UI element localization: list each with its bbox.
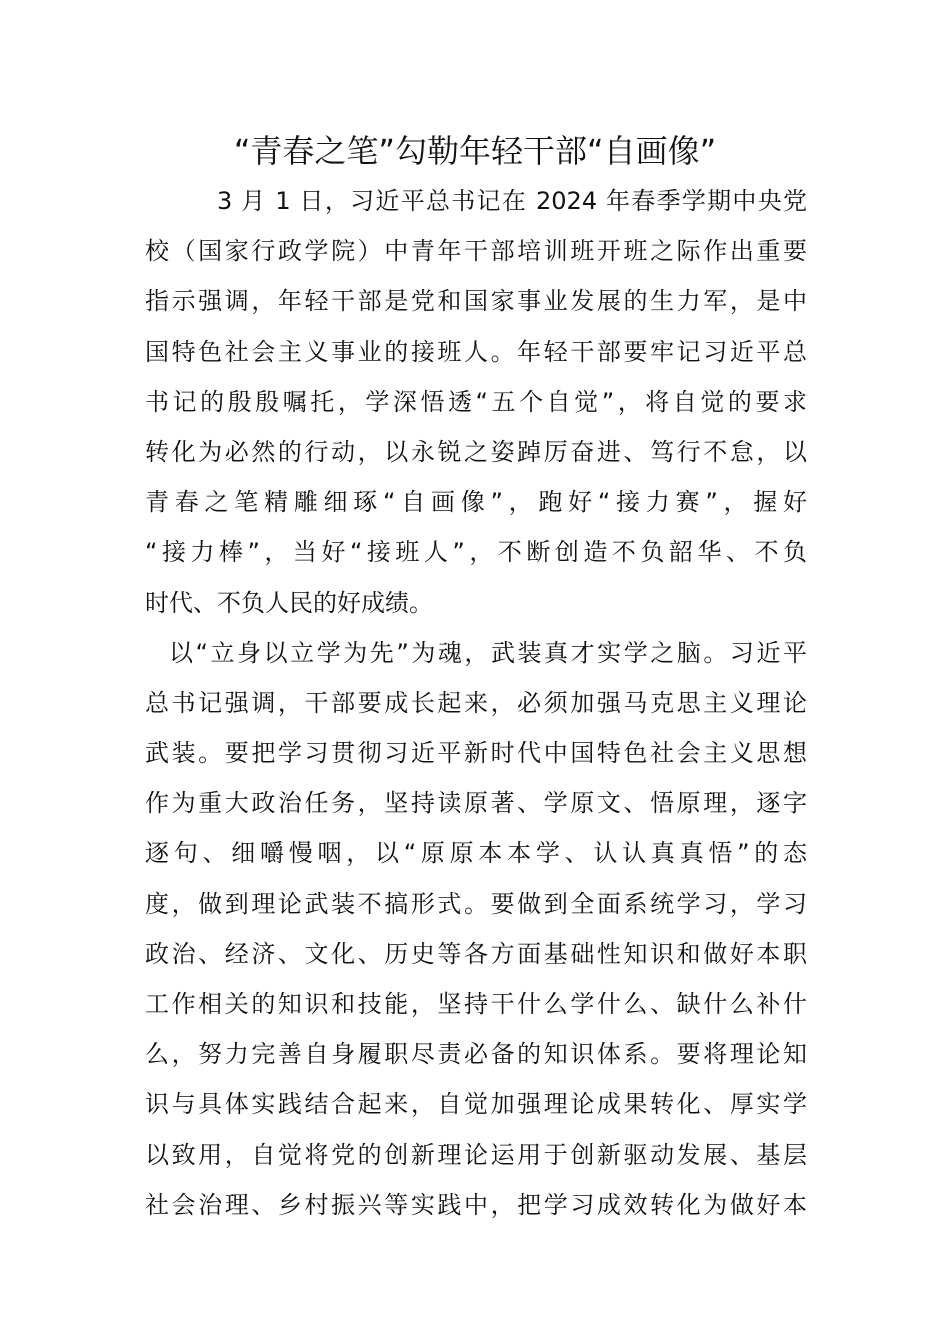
paragraph-1	[145, 176, 807, 628]
text-line: 转化为必然的行动，以永锐之姿踔厉奋进、笃行不怠，以	[145, 437, 807, 466]
text-line: 作为重大政治任务，坚持读原著、学原文、悟原理，逐字	[145, 789, 807, 818]
text-line: “接力棒”，当好“接班人”，不断创造不负韶华、不负	[145, 538, 807, 567]
text-line: 度，做到理论武装不搞形式。要做到全面系统学习，学习	[145, 889, 807, 918]
text-line: 校（国家行政学院）中青年干部培训班开班之际作出重要	[145, 237, 807, 266]
document-body	[145, 176, 807, 1230]
document-title: “青春之笔”勾勒年轻干部“自画像”	[233, 132, 717, 170]
text-line: 社会治理、乡村振兴等实践中，把学习成效转化为做好本	[145, 1190, 807, 1219]
text-line: 工作相关的知识和技能，坚持干什么学什么、缺什么补什	[145, 990, 807, 1018]
text-line: 以“立身以立学为先”为魂，武装真才实学之脑。习近平	[169, 638, 807, 667]
text-line: 3 月 1 日，习近平总书记在 2024 年春季学期中央党	[217, 187, 807, 215]
text-line: 武装。要把学习贯彻习近平新时代中国特色社会主义思想	[145, 739, 807, 768]
text-line: 以致用，自觉将党的创新理论运用于创新驱动发展、基层	[145, 1140, 807, 1169]
text-line: 指示强调，年轻干部是党和国家事业发展的生力军，是中	[145, 287, 807, 316]
text-line: 政治、经济、文化、历史等各方面基础性知识和做好本职	[145, 939, 807, 968]
text-line: 识与具体实践结合起来，自觉加强理论成果转化、厚实学	[145, 1090, 807, 1119]
text-line: 青春之笔精雕细琢“自画像”，跑好“接力赛”，握好	[145, 488, 807, 517]
text-line: 时代、不负人民的好成绩。	[145, 588, 433, 617]
text-line: 总书记强调，干部要成长起来，必须加强马克思主义理论	[145, 688, 807, 717]
text-line: 逐句、细嚼慢咽，以“原原本本学、认认真真悟”的态	[145, 839, 807, 868]
text-line: 么，努力完善自身履职尽责必备的知识体系。要将理论知	[145, 1040, 807, 1069]
text-line: 国特色社会主义事业的接班人。年轻干部要牢记习近平总	[145, 337, 807, 366]
paragraph-2	[145, 628, 807, 1230]
text-line: 书记的殷殷嘱托，学深悟透“五个自觉”，将自觉的要求	[145, 387, 807, 416]
